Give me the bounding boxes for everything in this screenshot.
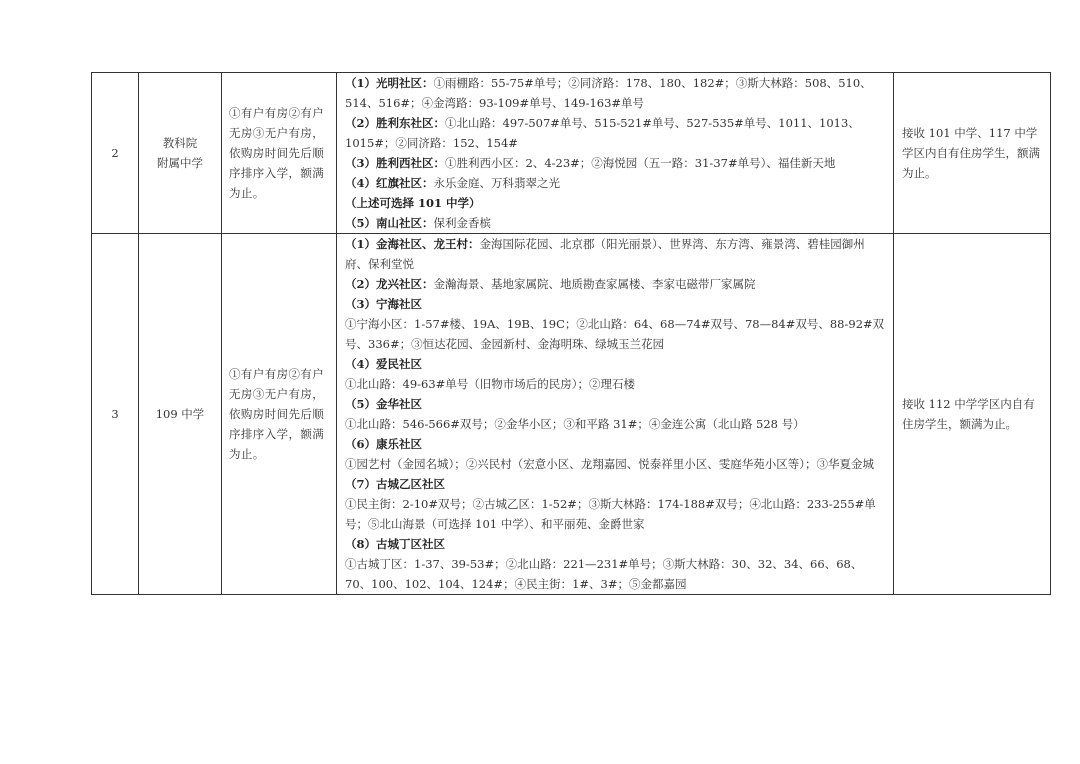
community-name: （4）红旗社区： bbox=[345, 176, 434, 190]
table-row bbox=[92, 73, 1051, 234]
community-entry bbox=[345, 173, 887, 193]
enrollment-rule: ①有户有房②有户无房③无户有房，依购房时间先后顺序排序入学，额满为止。 bbox=[222, 234, 337, 595]
community-name: （8）古城丁区社区 bbox=[345, 537, 446, 551]
admission-scope: 接收 112 中学学区内自有住房学生，额满为止。 bbox=[894, 234, 1051, 595]
community-name: （7）古城乙区社区 bbox=[345, 477, 446, 491]
community-detail: ①北山路：49-63#单号（旧物市场后的民房）；②理石楼 bbox=[345, 377, 636, 391]
school-district-table bbox=[91, 72, 1051, 595]
community-entry bbox=[345, 274, 887, 294]
community-detail: ①北山路：497-507#单号、515-521#单号、527-535#单号、1011、1013、1015#；②同济路：152、154# bbox=[345, 116, 860, 150]
school-name-line: 教科院 bbox=[162, 136, 198, 150]
community-detail: 金海国际花园、北京郡（阳光丽景）、世界湾、东方湾、雍景湾、碧桂园御州府、保利堂悦 bbox=[345, 237, 865, 271]
option-note: （上述可选择 101 中学） bbox=[345, 196, 481, 210]
community-name: （3）胜利西社区： bbox=[345, 156, 446, 170]
table-row bbox=[92, 234, 1051, 595]
community-detail: ①宁海小区：1-57#楼、19A、19B、19C；②北山路：64、68—74#双号、78—84#双号、88-92#双号、336#；③恒达花园、金园新村、金海明珠、绿城玉兰花园 bbox=[345, 317, 885, 351]
enrollment-rule: ①有户有房②有户无房③无户有房，依购房时间先后顺序排序入学，额满为止。 bbox=[222, 73, 337, 234]
community-detail: ①民主街：2-10#双号；②古城乙区：1-52#；③斯大林路：174-188#双号；④北山路：233-255#单号；⑤北山海景（可选择 101 中学）、和平丽苑、金爵世家 bbox=[345, 497, 876, 531]
community-entry bbox=[345, 73, 887, 113]
community-detail: ①古城丁区：1-37、39-53#；②北山路：221—231#单号；③斯大林路：30、32、34、66、68、70、100、102、104、124#；④民主街：1#、3#；⑤金都嘉园 bbox=[345, 557, 863, 591]
row-number: 2 bbox=[92, 73, 139, 234]
community-entry bbox=[345, 213, 887, 233]
community-name: （1）光明社区： bbox=[345, 76, 434, 90]
community-list bbox=[337, 234, 894, 595]
community-detail: ①胜利西小区：2、4-23#；②海悦园（五一路：31-37#单号）、福佳新天地 bbox=[445, 156, 836, 170]
community-detail: ①园艺村（金园名城）；②兴民村（宏意小区、龙翔嘉园、悦泰祥里小区、雯庭华苑小区等）；③华夏金城 bbox=[345, 457, 874, 471]
row-number: 3 bbox=[92, 234, 139, 595]
school-name: 109 中学 bbox=[139, 234, 222, 595]
community-detail: ①雨棚路：55-75#单号；②同济路：178、180、182#；③斯大林路：508、510、514、516#；④金湾路：93-109#单号、149-163#单号 bbox=[345, 76, 872, 110]
school-name-line: 附属中学 bbox=[157, 156, 203, 170]
school-name bbox=[139, 73, 222, 234]
community-list bbox=[337, 73, 894, 234]
community-name: （5）南山社区： bbox=[345, 216, 434, 230]
community-detail: 永乐金庭、万科翡翠之光 bbox=[433, 176, 561, 190]
community-entry bbox=[345, 113, 887, 153]
community-name: （2）龙兴社区： bbox=[345, 277, 434, 291]
community-name: （3）宁海社区 bbox=[345, 297, 423, 311]
community-entry bbox=[345, 234, 887, 274]
community-name: （4）爱民社区 bbox=[345, 357, 423, 371]
admission-scope: 接收 101 中学、117 中学学区内自有住房学生，额满为止。 bbox=[894, 73, 1051, 234]
community-name: （6）康乐社区 bbox=[345, 437, 423, 451]
community-name: （2）胜利东社区： bbox=[345, 116, 446, 130]
community-entry bbox=[345, 153, 887, 173]
community-detail: 金瀚海景、基地家属院、地质勘查家属楼、李家屯磁带厂家属院 bbox=[433, 277, 756, 291]
community-name: （5）金华社区 bbox=[345, 397, 423, 411]
community-name: （1）金海社区、龙王村： bbox=[345, 237, 480, 251]
community-detail: 保利金香槟 bbox=[433, 216, 492, 230]
community-detail: ①北山路：546-566#双号；②金华小区；③和平路 31#；④金连公寓（北山路 528 号） bbox=[345, 417, 805, 431]
